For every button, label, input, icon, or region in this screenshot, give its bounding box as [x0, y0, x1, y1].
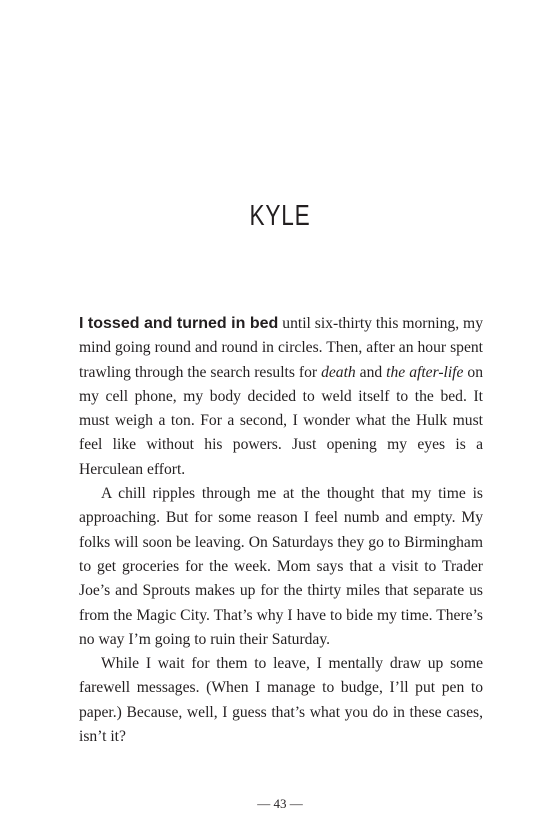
text-segment: on my cell phone, my body decided to weld itself to the bed. It must weigh a ton. For a second, I wonder what the Hulk must feel like without his powers. Just opening my eyes is a Herculean effort. [79, 363, 484, 478]
chapter-title: KYLE [249, 200, 311, 232]
body-text [79, 312, 483, 749]
page-number: — 43 — [257, 796, 303, 811]
paragraph-lead-in: I tossed and turned in bed [79, 315, 279, 332]
italic-term-death: death [321, 363, 356, 381]
text-segment: A chill ripples through me at the thought that my time is approaching. But for some reason I feel numb and empty. My folks will soon be leaving. On Saturdays they go to Birmingham to get groceries for the week. Mom says that a visit to Trader Joe’s and Sprouts makes up for the thirty miles that separate us from the Magic City. That’s why I have to bide my time. There’s no way I’m going to ruin their Saturday. [79, 485, 483, 648]
paragraph-3 [79, 652, 483, 749]
paragraph-1 [79, 312, 483, 482]
italic-term-afterlife: the after-life [386, 363, 464, 381]
text-segment: While I wait for them to leave, I mentally draw up some farewell messages. (When I manage to budge, I’ll put pen to paper.) Because, well, I guess that’s what you do in these cases, isn’t it? [79, 655, 483, 746]
paragraph-2 [79, 482, 483, 652]
text-segment: until six-thirty this morning, my mind going round and round in circles. Then, after an hour spent trawling through the search results for [79, 315, 483, 381]
text-segment: and [355, 363, 387, 381]
